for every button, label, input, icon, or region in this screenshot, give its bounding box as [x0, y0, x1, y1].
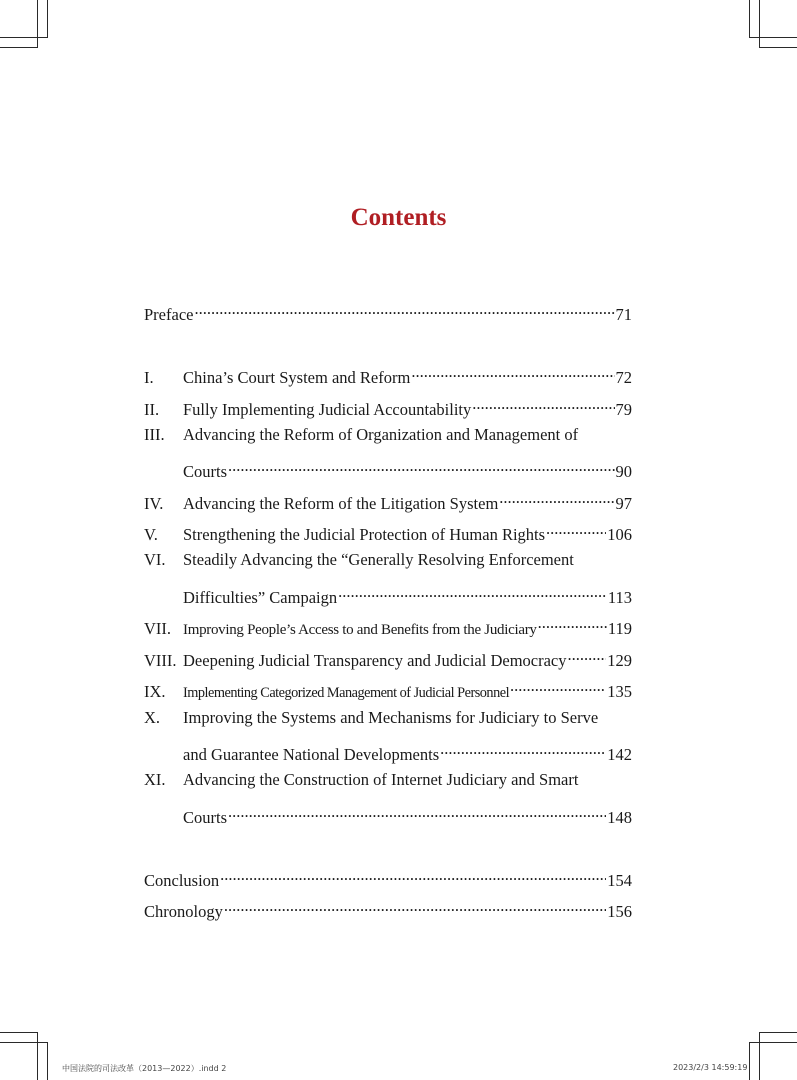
- crop-mark-bottom-left-h2: [0, 1032, 37, 1033]
- toc-entry-chronology[interactable]: [144, 895, 632, 921]
- dot-leader: [220, 864, 606, 886]
- toc-entry-chapter-10[interactable]: [144, 707, 632, 729]
- toc-entry-chapter-3-cont[interactable]: [144, 455, 632, 481]
- dot-leader: [228, 455, 614, 477]
- dot-leader: [568, 644, 607, 666]
- toc-entry-label: Improving People’s Access to and Benefits from the Judiciary: [183, 622, 537, 638]
- toc-page-number: 135: [607, 682, 632, 701]
- toc-page-number: 71: [615, 305, 632, 324]
- chapter-number: V.: [144, 525, 158, 544]
- dot-leader: [538, 612, 607, 634]
- toc-entry-chapter-9[interactable]: [144, 675, 632, 701]
- toc-entry-label: Steadily Advancing the “Generally Resolving Enforcement: [183, 550, 574, 569]
- chapter-number: XI.: [144, 770, 166, 789]
- toc-page-number: 90: [615, 462, 632, 481]
- dot-leader: [440, 738, 606, 760]
- crop-mark-top-right-v2: [749, 0, 750, 37]
- crop-mark-bottom-left-v: [37, 1032, 38, 1080]
- chapter-number: I.: [144, 368, 154, 387]
- dot-leader: [224, 895, 606, 917]
- crop-mark-top-left-h2: [0, 47, 37, 48]
- toc-entry-label: Fully Implementing Judicial Accountability: [183, 400, 472, 419]
- crop-mark-top-right-h: [749, 37, 797, 38]
- dot-leader: [411, 361, 614, 383]
- toc-entry-label-cont: and Guarantee National Developments: [183, 745, 440, 764]
- toc-entry-label: Improving the Systems and Mechanisms for Judiciary to Serve: [183, 708, 599, 727]
- crop-mark-top-left-v: [37, 0, 38, 48]
- crop-mark-top-right-v: [759, 0, 760, 48]
- toc-entry-label: Advancing the Reform of the Litigation System: [183, 494, 499, 513]
- toc-entry-chapter-4[interactable]: [144, 487, 632, 513]
- crop-mark-bottom-left-v2: [47, 1043, 48, 1080]
- toc-page-number: 106: [607, 525, 632, 544]
- chapter-number: X.: [144, 708, 161, 727]
- crop-mark-bottom-right-v2: [749, 1043, 750, 1080]
- crop-mark-top-left-h: [0, 37, 48, 38]
- toc-entry-chapter-2[interactable]: [144, 393, 632, 419]
- crop-mark-bottom-left-h: [0, 1042, 48, 1043]
- toc-entry-conclusion[interactable]: [144, 864, 632, 890]
- crop-mark-bottom-right-h2: [760, 1032, 797, 1033]
- toc-entry-label: Strengthening the Judicial Protection of Human Rights: [183, 525, 546, 544]
- toc-page-number: 156: [607, 902, 632, 921]
- footer-file-info: 中国法院的司法改革（2013—2022）.indd 2: [62, 1064, 227, 1073]
- toc-page-number: 154: [607, 871, 632, 890]
- toc-page-number: 119: [607, 619, 632, 638]
- crop-mark-bottom-right-h: [749, 1042, 797, 1043]
- toc-entry-label: Preface: [144, 305, 194, 324]
- chapter-number: IV.: [144, 494, 164, 513]
- chapter-number: VIII.: [144, 651, 177, 670]
- toc-entry-label: Implementing Categorized Management of Judicial Personnel: [183, 685, 510, 701]
- dot-leader: [228, 801, 606, 823]
- toc-entry-label-cont: Difficulties” Campaign: [183, 588, 338, 607]
- footer-timestamp: 2023/2/3 14:59:19: [673, 1063, 748, 1072]
- toc-entry-chapter-7[interactable]: [144, 612, 632, 638]
- toc-page-number: 97: [615, 494, 632, 513]
- toc-entry-chapter-11[interactable]: [144, 769, 632, 791]
- chapter-number: III.: [144, 425, 165, 444]
- toc-entry-label: Conclusion: [144, 871, 220, 890]
- dot-leader: [499, 487, 614, 509]
- toc-entry-preface[interactable]: [144, 298, 632, 324]
- toc-page-number: 129: [607, 651, 632, 670]
- toc-page-number: 142: [607, 745, 632, 764]
- dot-leader: [338, 581, 607, 603]
- toc-entry-chapter-1[interactable]: [144, 361, 632, 387]
- toc-entry-label: China’s Court System and Reform: [183, 368, 411, 387]
- toc-entry-label: Chronology: [144, 902, 223, 921]
- page-title: Contents: [350, 204, 447, 231]
- chapter-number: IX.: [144, 682, 166, 701]
- toc-entry-chapter-6-cont[interactable]: [144, 581, 632, 607]
- toc-entry-chapter-11-cont[interactable]: [144, 801, 632, 827]
- chapter-number: VII.: [144, 619, 172, 638]
- chapter-number: II.: [144, 400, 160, 419]
- toc-entry-chapter-10-cont[interactable]: [144, 738, 632, 764]
- toc-entry-label-cont: Courts: [183, 808, 228, 827]
- crop-mark-top-left-v2: [47, 0, 48, 37]
- toc-page-number: 113: [607, 588, 632, 607]
- toc-entry-label-cont: Courts: [183, 462, 228, 481]
- toc-entry-chapter-3[interactable]: [144, 424, 632, 446]
- dot-leader: [510, 675, 606, 697]
- toc-entry-chapter-8[interactable]: [144, 644, 632, 670]
- dot-leader: [546, 518, 606, 540]
- toc-page-number: 72: [615, 368, 632, 387]
- crop-mark-bottom-right-v: [759, 1032, 760, 1080]
- dot-leader: [472, 393, 614, 415]
- chapter-number: VI.: [144, 550, 166, 569]
- dot-leader: [194, 298, 614, 320]
- toc-page-number: 148: [607, 808, 632, 827]
- toc-entry-label: Deepening Judicial Transparency and Judicial Democracy: [183, 651, 567, 670]
- toc-entry-label: Advancing the Construction of Internet Judiciary and Smart: [183, 770, 579, 789]
- crop-mark-top-right-h2: [760, 47, 797, 48]
- toc-page-number: 79: [615, 400, 632, 419]
- toc-entry-chapter-6[interactable]: [144, 549, 632, 571]
- toc-entry-label: Advancing the Reform of Organization and Management of: [183, 425, 579, 444]
- toc-entry-chapter-5[interactable]: [144, 518, 632, 544]
